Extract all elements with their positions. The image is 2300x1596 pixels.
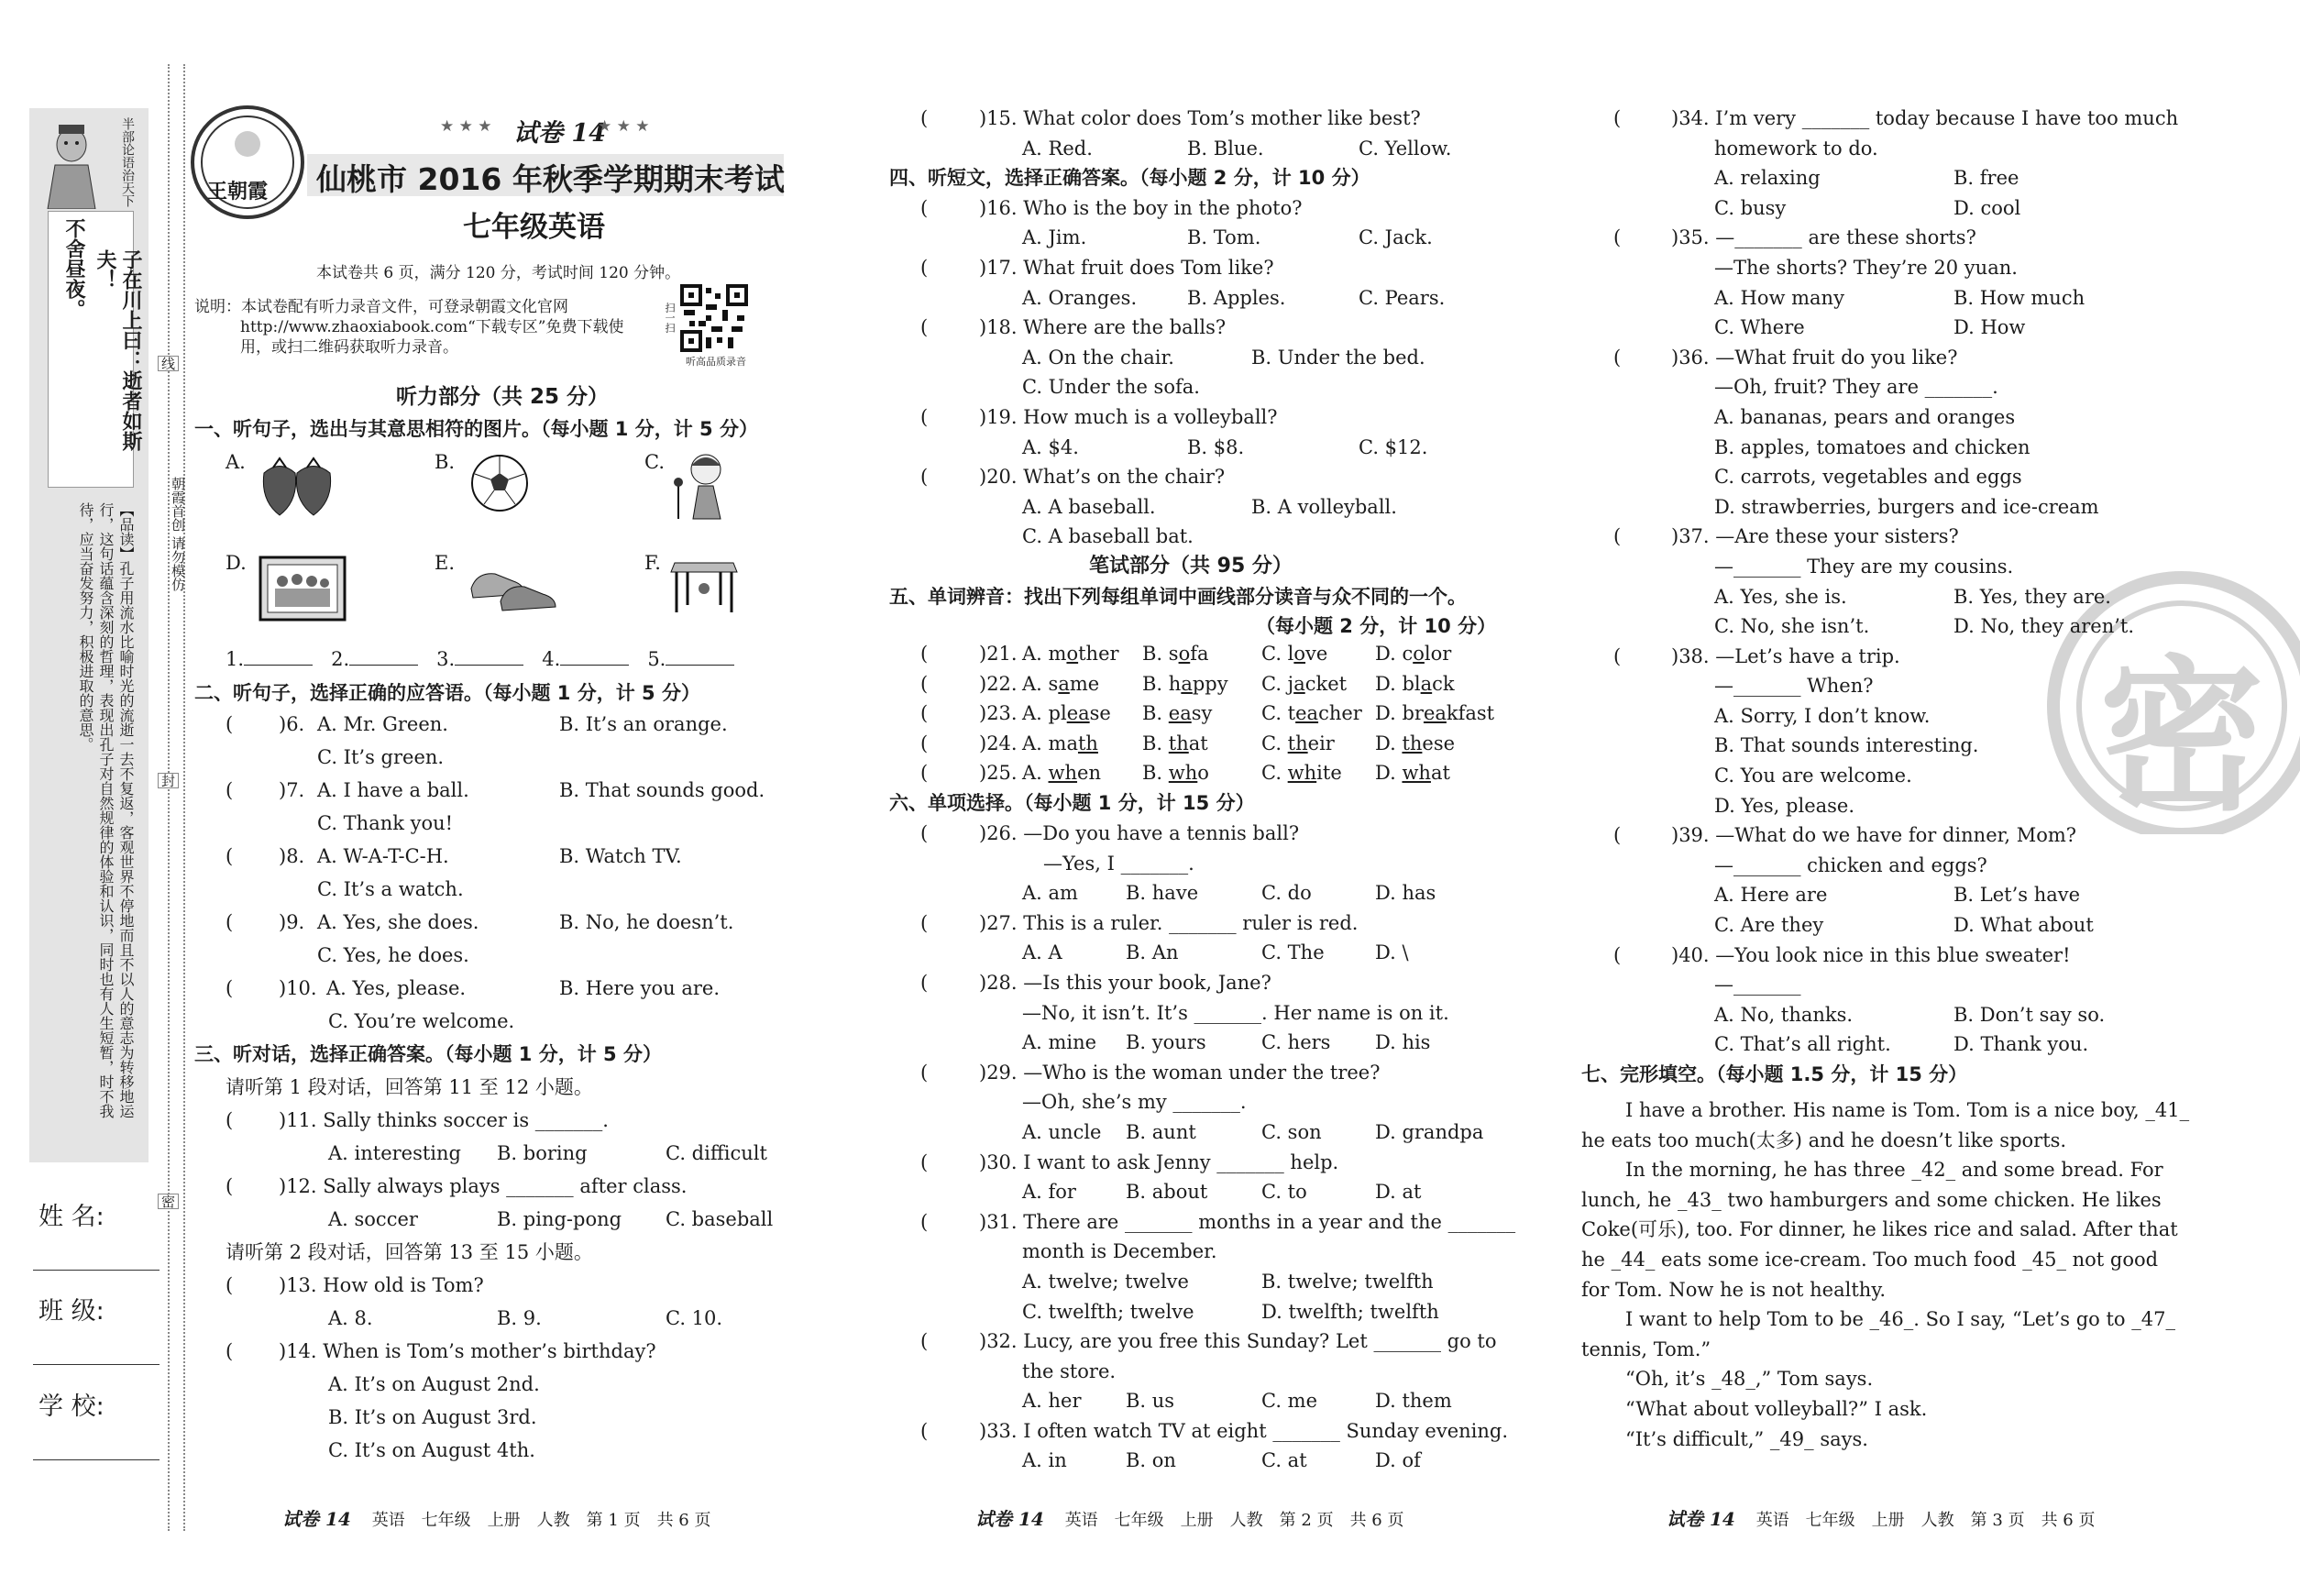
name-label: 姓 名: [39, 1203, 105, 1231]
img-label-b: B. [435, 451, 456, 473]
dialogue-1-note: 请听第 1 段对话，回答第 11 至 12 小题。 [226, 1076, 593, 1098]
exam-subtitle: 七年级英语 [463, 211, 605, 244]
chair-icon [667, 550, 741, 614]
exam-title: 仙桃市 2016 年秋季学期期末考试 [316, 161, 785, 197]
q24: ( )24. A. math B. that C. their D. these [920, 732, 1456, 754]
confucius-icon [35, 117, 108, 209]
q23: ( )23. A. please B. easy C. teacher D. breakfast [920, 702, 1495, 725]
dash-label-mi: 密 [158, 1194, 179, 1209]
q10: ( )10. A. Yes, please. B. Here you are. [226, 977, 721, 999]
footer-page-1: 试卷 14 英语 七年级 上册 人教 第 1 页 共 6 页 [282, 1508, 711, 1530]
qr-caption: 听高品质录音 [686, 356, 746, 368]
img-label-a: A. [226, 451, 246, 473]
strawberries-icon [257, 455, 339, 519]
listening-title: 听力部分（共 25 分） [396, 385, 610, 409]
exam-info: 本试卷共 6 页，满分 120 分，考试时间 120 分钟。 [316, 264, 681, 282]
dash-line-outer [168, 64, 170, 1531]
note-2: http://www.zhaoxiabook.com“下载专区”免费下载使 [240, 318, 624, 336]
section-5-title: 五、单词辨音：找出下列每组单词中画线部分读音与众不同的一个。 [889, 585, 1467, 608]
q21: ( )21. A. mother B. sofa C. love D. color [920, 643, 1452, 665]
school-field[interactable] [33, 1459, 160, 1460]
footer-page-2: 试卷 14 英语 七年级 上册 人教 第 2 页 共 6 页 [975, 1508, 1404, 1530]
q6: ( )6. A. Mr. Green. B. It’s an orange. [226, 713, 728, 735]
motto: 半部论语治天下 [120, 117, 135, 207]
class-label: 班 级: [39, 1297, 105, 1326]
soccer-ball-icon [468, 451, 532, 515]
qr-code-icon[interactable] [680, 284, 748, 352]
page-2: ( )15. What color does Tom’s mother like best? A. Red. B. Blue. C. Yellow. 四、听短文，选择正确答案。（每小题 2 分，计 10 分） ( )16. Who is the boy in the photo? A. Jim. B. Tom. C. Jack. ( )17. What fruit does Tom like? A. Oranges. B. Apples. C. Pears. ( )18. Where are the balls? A. On the chair. B. Under the bed. C. Under the sofa. ( )19. How much is a volleyball? A. $4. B. $8. C. $12. ( )20. What’s on the chair? A. A baseball. B. A volleyball. C. A baseball bat. 笔试部分（共 95 分） 五、单词辨音：找出下列每组单词中画线部分读音与众不同的一个。 （每小题 2 分，计 10 分） [889, 104, 1513, 642]
footer-page-3: 试卷 14 英语 七年级 上册 人教 第 3 页 共 6 页 [1667, 1508, 2096, 1530]
class-field[interactable] [33, 1364, 160, 1365]
img-label-d: D. [226, 552, 247, 574]
questions-6-10: ( )6. A. Mr. Green. B. It’s an orange. C. It’s green. ( )7. A. I have a ball. B. That sounds good. C. Thank you! ( )8. A. W-A-T-C-H. B. Watch TV. C. It’s a watch. ( )9. A. Yes, she does. B. No, he doesn’t. C. Yes, he does. ( )10. A. Yes, please. B. Here you are. C. You’re welcome. [226, 710, 514, 1040]
stamp-char: 密 [2099, 642, 2265, 833]
q25: ( )25. A. when B. who C. white D. what [920, 762, 1450, 785]
quote-line2: 不舍昼夜。 [62, 218, 85, 319]
questions-26-33: ( )26. —Do you have a tennis ball? —Yes, I _______. A. am B. have C. do D. has ( )27. This is a ruler. _______ ruler is red. A. A B. An C. The D. \ ( )28. —Is this your book, Jane? —No, it isn’t. It’s _______. Her name is on it. A. mine B. yours C. hers D. his ( )29. —Who is the woman under the tree? —Oh, she’s my _______. A. uncle B. aunt C. son D. grandpa ( )30. I want to ask Jenny _______ help. A. for B. about C. to D. at ( )31. There are _______ months in a year and the _______ month is December. A. twelve; twelve B. twelve; twelfth C. twelfth; twelve D. twelfth; twelfth ( )32. Lucy, are you free this Sunday? Let _______ go to the store. A. her B. us C. me D. them ( )33. I often watch TV at eight _______ Sunday evening. A. in B. on C. at D. of [920, 822, 1516, 1472]
original-note: 朝霞首创 请勿模仿 [170, 477, 186, 591]
family-photo-icon [259, 556, 347, 622]
stars-left: ★ ★ ★ [440, 117, 492, 136]
blank-4: 4. [542, 648, 561, 670]
q9: ( )9. A. Yes, she does. B. No, he doesn’t. [226, 911, 734, 933]
questions-34-40: ( )34. I’m very _______ today because I have too much homework to do. A. relaxing B. free C. busy D. cool ( )35. —_______ are these shorts? —The shorts? They’re 20 yuan. A. How many B. How much C. Where D. How ( )36. —What fruit do you like? —Oh, fruit? They are _______. A. bananas, pears and oranges B. apples, tomatoes and chicken C. carrots, vegetables and eggs D. strawberries, burgers and ice-cream ( )37. —Are these your sisters? —_______ They are my cousins. A. Yes, she is. B. Yes, they are. C. No, she isn’t. D. No, they aren’t. ( )38. —Let’s have a trip. —_______ When? A. Sorry, I don’t know. B. That sounds interesting. C. You are welcome. D. Yes, please. ( )39. —What do we have for dinner, Mom? —_______ chicken and eggs? A. Here are B. Let’s have C. Are they D. What about ( )40. —You look nice in this blue sweater! —_______ A. No, thanks. B. Don’t say so. C. That’s all right. D. Thank you. 七、完形填空。（每小题 1.5 分，计 15 分） [1581, 104, 2205, 1090]
dash-label-xian: 线 [158, 356, 179, 371]
sneakers-icon [468, 561, 559, 612]
written-title: 笔试部分（共 95 分） [1089, 554, 1293, 578]
img-label-f: F. [644, 552, 661, 574]
img-label-e: E. [435, 552, 456, 574]
answer-blanks[interactable] [226, 644, 734, 674]
questions-11-14: ( )11. Sally thinks soccer is _______. A. interesting B. boring C. difficult ( )12. Sally always plays _______ after class. A. soccer B. ping-pong C. baseball 请听第 2 段对话，回答第 13 至 15 小题。 ( )13. How old is Tom? A. 8. B. 9. C. 10. ( )14. When is Tom’s mother’s birthday? A. It’s on August 2nd. B. It’s on August 3rd. C. It’s on August 4th. [226, 1109, 774, 1461]
q7: ( )7. A. I have a ball. B. That sounds good. [226, 779, 765, 801]
qr-label: 扫一扫 [664, 303, 676, 333]
name-field[interactable] [33, 1270, 160, 1271]
section-6-title: 六、单项选择。（每小题 1 分，计 15 分） [889, 791, 1255, 814]
quote-line1: 子在川上曰：逝者如斯夫！ [94, 249, 142, 451]
section-7-title: 七、完形填空。（每小题 1.5 分，计 15 分） [1581, 1063, 1968, 1085]
section-3-title: 三、听对话，选择正确答案。（每小题 1 分，计 5 分） [194, 1043, 662, 1065]
dash-label-feng: 封 [158, 773, 179, 788]
stars-right: ★ ★ ★ [598, 117, 650, 136]
blank-2: 2. [331, 648, 350, 670]
school-label: 学 校: [39, 1392, 105, 1421]
logo-text: 王朝霞 [207, 180, 269, 204]
q8: ( )8. A. W-A-T-C-H. B. Watch TV. [226, 845, 682, 867]
paper-number: 试卷 14 [513, 119, 606, 148]
questions-21-25 [889, 639, 1513, 819]
section-2-title: 二、听句子，选择正确的应答语。（每小题 1 分，计 5 分） [194, 682, 700, 704]
blank-1: 1. [226, 648, 245, 670]
blank-3: 3. [436, 648, 456, 670]
blank-5: 5. [647, 648, 666, 670]
girl-singing-icon [660, 449, 743, 523]
commentary: 【品读】孔子用流水比喻时光的流逝一去不复返，客观世界不停地而且不以人的意志为转移地运行，这句话蕴含深刻的哲理，表现出孔子对自然规律的体验和认识，同时也有人生短暂，时不我待，应当奋发努力，积极进取的意思。 [77, 502, 135, 1118]
dash-line-inner [183, 64, 185, 1531]
cloze-passage: I have a brother. His name is Tom. Tom is a nice boy, _41_ he eats too much(太多) and he doesn’t like sports. In the morning, he has three _42_ and some bread. For lunch, he _43_ two hamburgers and some chicken. He likes Coke(可乐), too. For dinner, he likes rice and salad. After that he _44_ eats some ice-cream. Too much food _45_ not good for Tom. Now he is not healthy. I want to help Tom to be _46_. So I say, “Let’s go to _47_ tennis, Tom.” “Oh, it’s _48_,” Tom says. “What about volleyball?” I ask. “It’s difficult,” _49_ says. [1581, 1099, 2190, 1450]
section-1-title: 一、听句子，选出与其意思相符的图片。（每小题 1 分，计 5 分） [194, 418, 758, 440]
q22: ( )22. A. same B. happy C. jacket D. black [920, 672, 1455, 695]
note-1: 说明：本试卷配有听力录音文件，可登录朝霞文化官网 [194, 298, 568, 316]
note-3: 用，或扫二维码获取听力录音。 [240, 338, 458, 357]
img-label-c: C. [644, 451, 665, 473]
section-4-title: 四、听短文，选择正确答案。（每小题 2 分，计 10 分） [889, 167, 1370, 190]
